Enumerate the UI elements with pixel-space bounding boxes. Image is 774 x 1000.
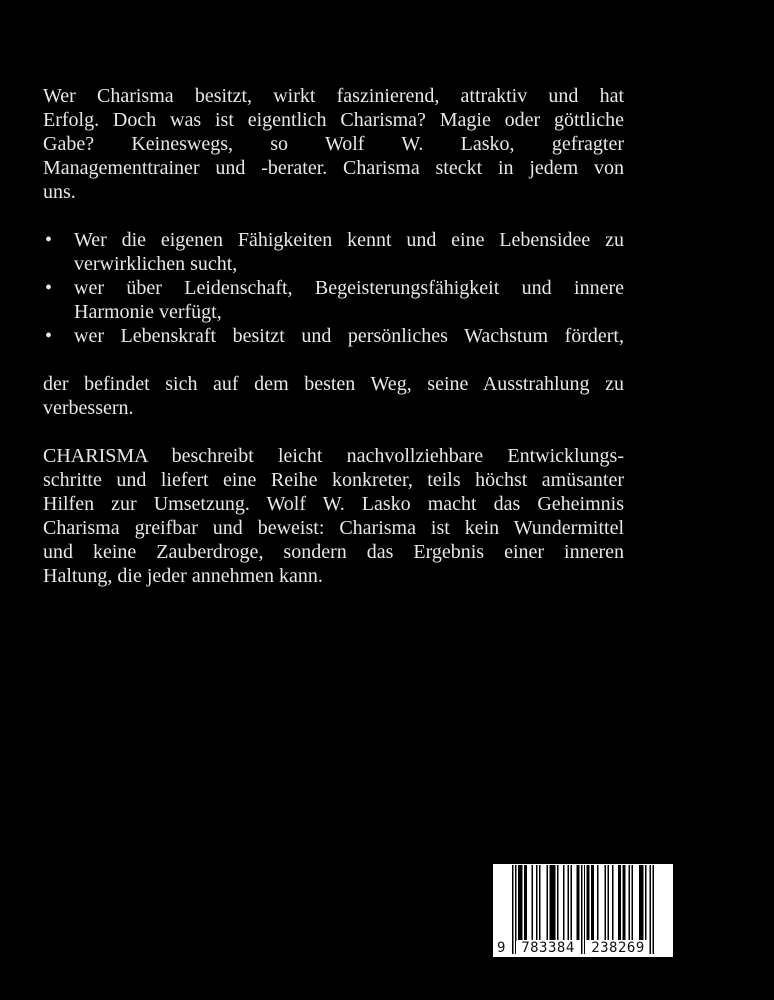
list-item [43, 324, 624, 348]
barcode-first-digit: 9 [497, 940, 506, 956]
description-paragraph [43, 444, 624, 588]
text-line: schritte und liefert eine Reihe konkreter, teils höchst amüsanter [43, 469, 624, 491]
text-line: wer Lebenskraft besitzt und persönliches Wachstum fördert, [74, 325, 624, 347]
text-line: Harmonie verfügt, [74, 301, 222, 323]
list-item [43, 228, 624, 276]
text-line: Erfolg. Doch was ist eigentlich Charisma? Magie oder göttliche [43, 109, 624, 131]
conclusion-paragraph [43, 372, 624, 420]
text-line: der befindet sich auf dem besten Weg, seine Ausstrahlung zu [43, 373, 624, 395]
bullet-icon: • [45, 229, 53, 251]
blurb-text-block [43, 84, 624, 612]
text-line: Gabe? Keineswegs, so Wolf W. Lasko, gefragter [43, 133, 624, 155]
text-line: Managementtrainer und -berater. Charisma steckt in jedem von [43, 157, 624, 179]
list-item [43, 276, 624, 324]
text-line: wer über Leidenschaft, Begeisterungsfähigkeit und innere [74, 277, 624, 299]
text-line: Charisma greifbar und beweist: Charisma ist kein Wundermittel [43, 517, 624, 539]
bullet-icon: • [45, 277, 53, 299]
text-line: Wer Charisma besitzt, wirkt faszinierend, attraktiv und hat [43, 85, 624, 107]
text-line: uns. [43, 181, 76, 203]
bullet-icon: • [45, 325, 53, 347]
bullet-list [43, 228, 624, 348]
text-line: Haltung, die jeder annehmen kann. [43, 565, 323, 587]
text-line: Hilfen zur Umsetzung. Wolf W. Lasko macht das Geheimnis [43, 493, 624, 515]
barcode-digit-group: 783384 [516, 941, 580, 955]
isbn-barcode [493, 864, 673, 957]
text-line: Wer die eigenen Fähigkeiten kennt und eine Lebensidee zu [74, 229, 624, 251]
text-line: und keine Zauberdroge, sondern das Ergebnis einer inneren [43, 541, 624, 563]
intro-paragraph [43, 84, 624, 204]
text-line: verwirklichen sucht, [74, 253, 238, 275]
barcode-digit-group: 238269 [587, 941, 649, 955]
text-line: verbessern. [43, 397, 134, 419]
text-line: CHARISMA beschreibt leicht nachvollziehbare Entwicklungs- [43, 445, 624, 467]
